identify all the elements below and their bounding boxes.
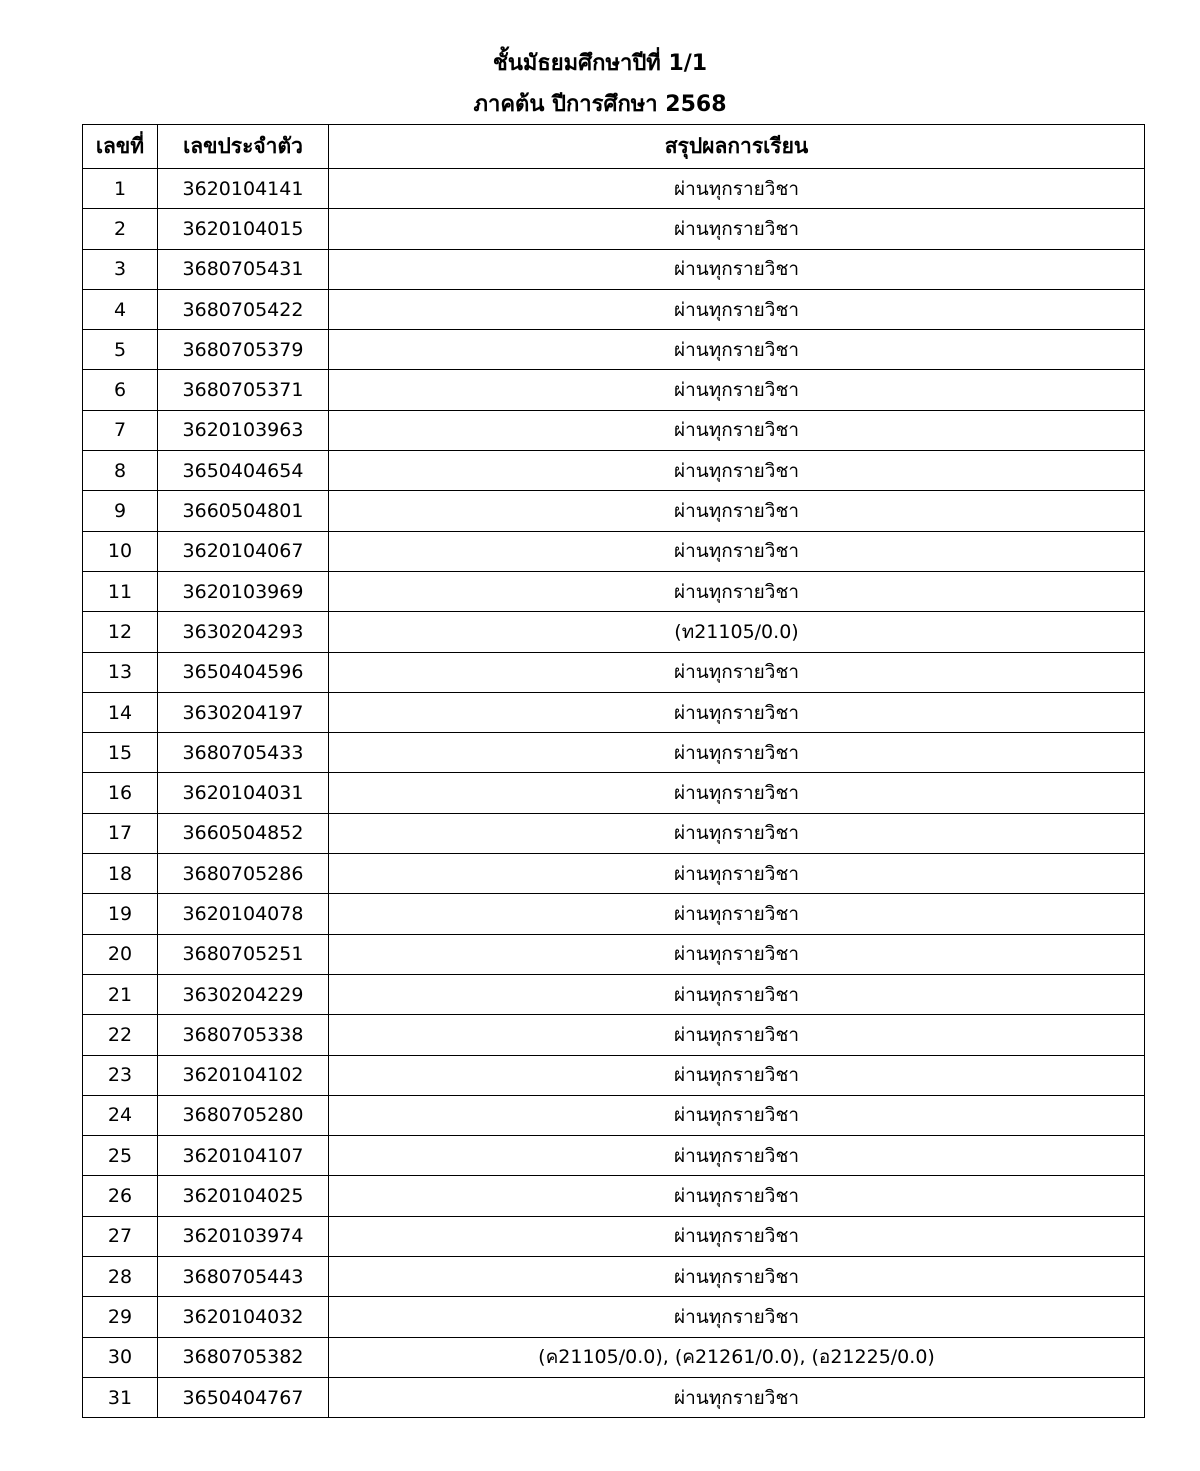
cell-number: 29 (83, 1297, 158, 1337)
cell-student-id: 3660504801 (158, 491, 329, 531)
cell-result: ผ่านทุกรายวิชา (329, 209, 1145, 249)
cell-result: ผ่านทุกรายวิชา (329, 169, 1145, 209)
cell-student-id: 3680705371 (158, 370, 329, 410)
cell-result: ผ่านทุกรายวิชา (329, 249, 1145, 289)
table-row (83, 491, 1145, 531)
page-title: ชั้นมัธยมศึกษาปีที่ 1/1 (492, 51, 708, 76)
cell-number: 12 (83, 612, 158, 652)
cell-student-id: 3680705431 (158, 249, 329, 289)
cell-result: ผ่านทุกรายวิชา (329, 652, 1145, 692)
table-row (83, 733, 1145, 773)
table-row (83, 1055, 1145, 1095)
cell-student-id: 3650404654 (158, 451, 329, 491)
table-row (83, 330, 1145, 370)
cell-number: 30 (83, 1337, 158, 1377)
table-row (83, 692, 1145, 732)
cell-result: ผ่านทุกรายวิชา (329, 894, 1145, 934)
table-row (83, 652, 1145, 692)
cell-student-id: 3680705382 (158, 1337, 329, 1377)
cell-student-id: 3680705280 (158, 1095, 329, 1135)
cell-student-id: 3680705338 (158, 1015, 329, 1055)
cell-student-id: 3680705433 (158, 733, 329, 773)
cell-result: ผ่านทุกรายวิชา (329, 1257, 1145, 1297)
table-row (83, 773, 1145, 813)
table-row (83, 249, 1145, 289)
cell-result: (ค21105/0.0), (ค21261/0.0), (อ21225/0.0) (329, 1337, 1145, 1377)
cell-result: ผ่านทุกรายวิชา (329, 531, 1145, 571)
cell-number: 20 (83, 934, 158, 974)
cell-result: ผ่านทุกรายวิชา (329, 692, 1145, 732)
cell-number: 19 (83, 894, 158, 934)
cell-student-id: 3620104107 (158, 1136, 329, 1176)
cell-result: ผ่านทุกรายวิชา (329, 289, 1145, 329)
cell-result: ผ่านทุกรายวิชา (329, 1176, 1145, 1216)
cell-student-id: 3680705379 (158, 330, 329, 370)
cell-number: 15 (83, 733, 158, 773)
table-header-row (83, 125, 1145, 169)
table-row (83, 1377, 1145, 1417)
table-row (83, 370, 1145, 410)
cell-result: ผ่านทุกรายวิชา (329, 491, 1145, 531)
cell-number: 21 (83, 974, 158, 1014)
cell-number: 27 (83, 1216, 158, 1256)
cell-number: 25 (83, 1136, 158, 1176)
table-row (83, 1176, 1145, 1216)
table-row (83, 531, 1145, 571)
cell-student-id: 3620104102 (158, 1055, 329, 1095)
cell-student-id: 3620103963 (158, 410, 329, 450)
cell-number: 31 (83, 1377, 158, 1417)
cell-result: ผ่านทุกรายวิชา (329, 1216, 1145, 1256)
cell-result: ผ่านทุกรายวิชา (329, 773, 1145, 813)
header-student-id: เลขประจำตัว (158, 125, 329, 169)
cell-student-id: 3650404767 (158, 1377, 329, 1417)
cell-number: 2 (83, 209, 158, 249)
cell-number: 16 (83, 773, 158, 813)
table-row (83, 169, 1145, 209)
cell-student-id: 3680705286 (158, 854, 329, 894)
cell-number: 6 (83, 370, 158, 410)
cell-number: 26 (83, 1176, 158, 1216)
cell-number: 5 (83, 330, 158, 370)
table-row (83, 289, 1145, 329)
cell-number: 3 (83, 249, 158, 289)
cell-student-id: 3620103969 (158, 571, 329, 611)
cell-result: ผ่านทุกรายวิชา (329, 370, 1145, 410)
results-table (82, 124, 1145, 1418)
table-row (83, 571, 1145, 611)
table-row (83, 410, 1145, 450)
cell-student-id: 3620104032 (158, 1297, 329, 1337)
table-row (83, 612, 1145, 652)
cell-student-id: 3620104067 (158, 531, 329, 571)
table-row (83, 1337, 1145, 1377)
table-row (83, 894, 1145, 934)
cell-number: 22 (83, 1015, 158, 1055)
cell-result: ผ่านทุกรายวิชา (329, 934, 1145, 974)
table-row (83, 451, 1145, 491)
cell-result: ผ่านทุกรายวิชา (329, 571, 1145, 611)
cell-student-id: 3680705443 (158, 1257, 329, 1297)
cell-student-id: 3620104015 (158, 209, 329, 249)
header-result-summary: สรุปผลการเรียน (329, 125, 1145, 169)
cell-result: ผ่านทุกรายวิชา (329, 733, 1145, 773)
cell-student-id: 3660504852 (158, 813, 329, 853)
cell-student-id: 3630204197 (158, 692, 329, 732)
cell-number: 11 (83, 571, 158, 611)
cell-number: 9 (83, 491, 158, 531)
cell-student-id: 3620104031 (158, 773, 329, 813)
cell-student-id: 3620104025 (158, 1176, 329, 1216)
table-row (83, 1095, 1145, 1135)
table-body (83, 169, 1145, 1418)
cell-number: 24 (83, 1095, 158, 1135)
cell-number: 18 (83, 854, 158, 894)
cell-number: 17 (83, 813, 158, 853)
cell-result: ผ่านทุกรายวิชา (329, 1095, 1145, 1135)
cell-number: 10 (83, 531, 158, 571)
cell-number: 23 (83, 1055, 158, 1095)
table-row (83, 934, 1145, 974)
cell-result: ผ่านทุกรายวิชา (329, 1055, 1145, 1095)
page-subtitle: ภาคต้น ปีการศึกษา 2568 (473, 92, 727, 117)
cell-student-id: 3620104078 (158, 894, 329, 934)
table-row (83, 974, 1145, 1014)
table-row (83, 1136, 1145, 1176)
table-row (83, 813, 1145, 853)
table-row (83, 209, 1145, 249)
cell-student-id: 3630204229 (158, 974, 329, 1014)
cell-result: ผ่านทุกรายวิชา (329, 330, 1145, 370)
cell-number: 8 (83, 451, 158, 491)
table-row (83, 854, 1145, 894)
cell-result: (ท21105/0.0) (329, 612, 1145, 652)
table-row (83, 1015, 1145, 1055)
cell-number: 4 (83, 289, 158, 329)
cell-student-id: 3680705251 (158, 934, 329, 974)
cell-student-id: 3650404596 (158, 652, 329, 692)
cell-result: ผ่านทุกรายวิชา (329, 451, 1145, 491)
cell-result: ผ่านทุกรายวิชา (329, 410, 1145, 450)
cell-number: 14 (83, 692, 158, 732)
cell-result: ผ่านทุกรายวิชา (329, 974, 1145, 1014)
cell-number: 13 (83, 652, 158, 692)
cell-result: ผ่านทุกรายวิชา (329, 1377, 1145, 1417)
cell-number: 28 (83, 1257, 158, 1297)
cell-result: ผ่านทุกรายวิชา (329, 1136, 1145, 1176)
table-row (83, 1297, 1145, 1337)
cell-result: ผ่านทุกรายวิชา (329, 854, 1145, 894)
cell-result: ผ่านทุกรายวิชา (329, 813, 1145, 853)
table-row (83, 1257, 1145, 1297)
cell-result: ผ่านทุกรายวิชา (329, 1015, 1145, 1055)
header-number: เลขที่ (83, 125, 158, 169)
cell-number: 1 (83, 169, 158, 209)
cell-number: 7 (83, 410, 158, 450)
cell-student-id: 3680705422 (158, 289, 329, 329)
cell-student-id: 3620103974 (158, 1216, 329, 1256)
cell-result: ผ่านทุกรายวิชา (329, 1297, 1145, 1337)
cell-student-id: 3620104141 (158, 169, 329, 209)
cell-student-id: 3630204293 (158, 612, 329, 652)
table-row (83, 1216, 1145, 1256)
